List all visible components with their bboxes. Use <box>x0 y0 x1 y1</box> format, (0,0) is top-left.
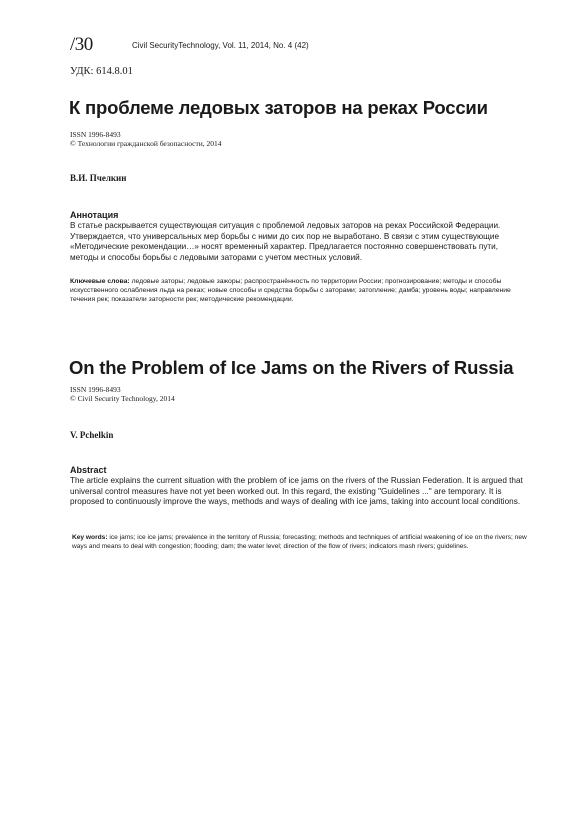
abstract-text: The article explains the current situation with the problem of ice jams on the rivers of the Russian Federation. It is argued that universal control measures have not yet been worked out. In this regard, the existing "Guidelines ..." are temporary. It is proposed to continuously improve the ways, methods and ways of dealing with ice jams, taking into account local conditions. <box>70 476 523 506</box>
publication-meta-ru <box>70 130 222 148</box>
abstract-section <box>70 465 525 508</box>
copyright-en: © Civil Security Technology, 2014 <box>70 394 175 403</box>
issn-ru: ISSN 1996-8493 <box>70 130 121 139</box>
annotation-heading: Аннотация <box>70 210 119 220</box>
annotation-text: В статье раскрывается существующая ситуация с проблемой ледовых заторов на реках Российской Федерации. Утверждается, что универсальных мер борьбы с ними до сих пор не выработано. В связи с этим существующие «Методические рекомендации…» носят временный характер. Предлагается постоянно совершенствовать пути, методы и способы борьбы с ледовыми заторами с учетом местных условий. <box>70 221 501 262</box>
annotation-section <box>70 210 520 263</box>
author-ru: В.И. Пчелкин <box>70 173 127 183</box>
issn-en: ISSN 1996-8493 <box>70 385 121 394</box>
keywords-en <box>72 533 527 551</box>
udc-code: УДК: 614.8.01 <box>70 66 133 77</box>
journal-reference: Civil SecurityTechnology, Vol. 11, 2014, No. 4 (42) <box>132 41 309 50</box>
keywords-ru <box>70 277 525 305</box>
copyright-ru: © Технологии гражданской безопасности, 2014 <box>70 139 222 148</box>
keywords-label-en: Key words: <box>72 534 108 541</box>
keywords-label-ru: Ключевые слова: <box>70 278 130 285</box>
keywords-text-ru: ледовые заторы; ледовые зажоры; распространённость по территории России; прогнозирование; методы и способы искусственного ослабления льда на реках; новые способы и средства борьбы с заторами; затопление; дамба; уровень воды; направление течения рек; показатели заторности рек; методические рекомендации. <box>70 278 511 304</box>
article-title-ru: К проблеме ледовых заторов на реках России <box>69 97 488 118</box>
abstract-heading: Abstract <box>70 465 107 475</box>
author-en: V. Pchelkin <box>70 430 114 440</box>
article-title-en: On the Problem of Ice Jams on the Rivers of Russia <box>69 357 514 378</box>
publication-meta-en <box>70 385 175 403</box>
keywords-text-en: ice jams; ice ice jams; prevalence in the territory of Russia; forecasting; methods and techniques of artificial weakening of ice on the rivers; new ways and means to deal with congestion; flooding; dam; the water level; direction of the flow of rivers; indicators mash rivers; guidelines. <box>72 534 527 550</box>
page-number: /30 <box>70 34 93 55</box>
